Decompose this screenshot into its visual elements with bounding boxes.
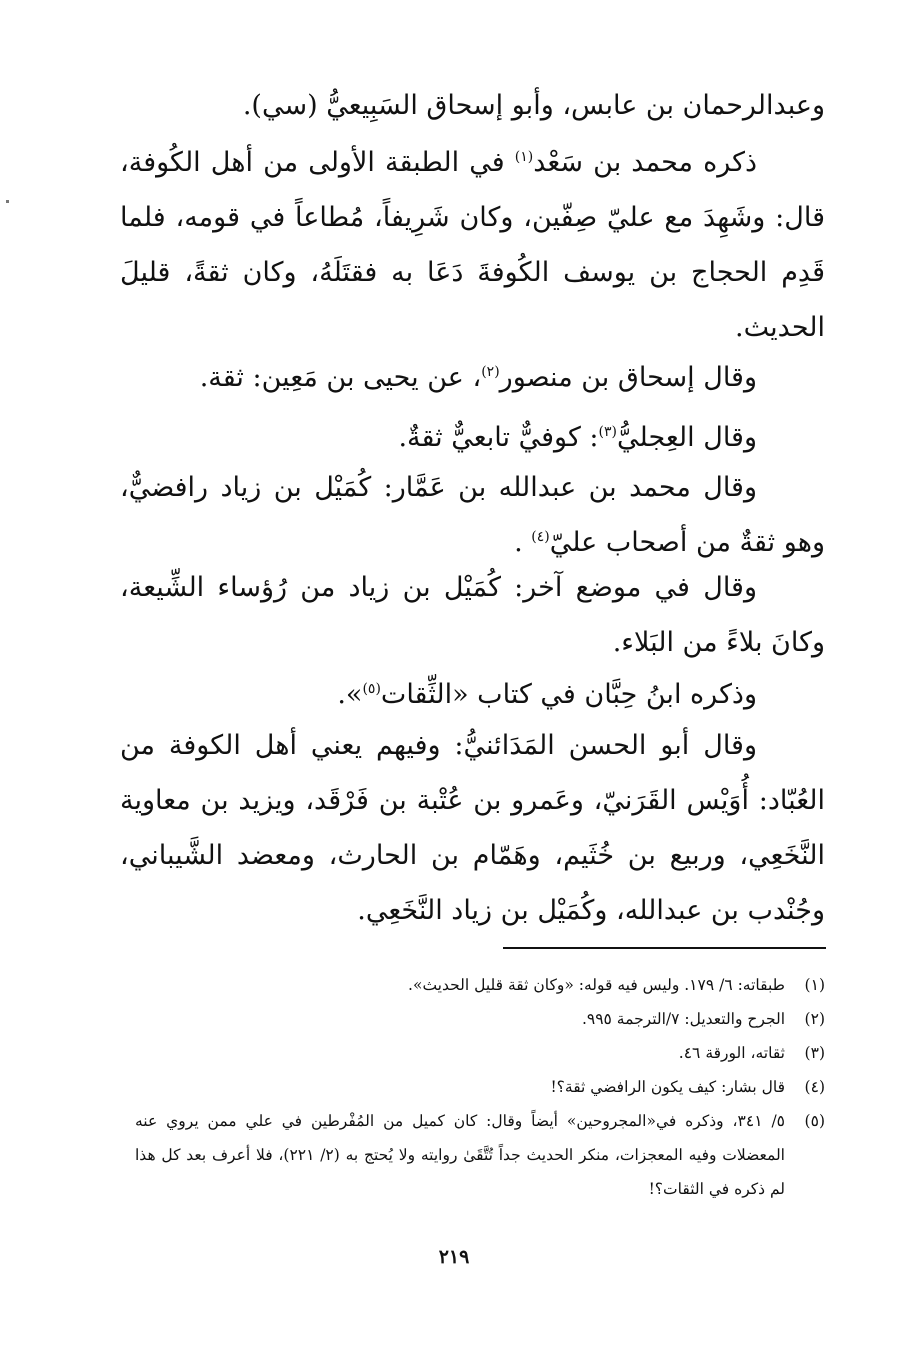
paragraph-1: وعبدالرحمان بن عابس، وأبو إسحاق السَبِيعيُّ (سي). — [242, 90, 825, 121]
footnote-ref-5[interactable]: (٥) — [362, 681, 381, 697]
main-text-block-7 — [120, 667, 825, 722]
paragraph-6: وقال في موضع آخر: كُمَيْل بن زياد من رُؤساء الشِّيعة، وكانَ بلاءً من البَلاء. — [120, 572, 825, 658]
footnote-5 — [135, 1104, 825, 1206]
paragraph-5-text-a: وقال محمد بن عبدالله بن عَمَّار: كُمَيْل بن زياد رافضيٌّ، وهو ثقةٌ من أصحاب عليّ — [120, 472, 825, 558]
paragraph-4-text-b: : كوفيٌّ تابعيٌّ ثقةٌ. — [398, 422, 599, 453]
paragraph-7 — [120, 667, 825, 722]
paragraph-4-text-a: وقال العِجليُّ — [617, 422, 757, 453]
main-text-block-4 — [120, 410, 825, 465]
paragraph-3-text-b: ، عن يحيى بن مَعِين: ثقة. — [199, 362, 482, 393]
paragraph-3-text-a: وقال إسحاق بن منصور — [499, 362, 757, 393]
paragraph-2-text-a: ذكره محمد بن سَعْد — [533, 147, 758, 178]
footnote-ref-4[interactable]: (٤) — [531, 529, 550, 545]
paragraph-7-text-b: ». — [337, 679, 363, 710]
footnote-number: (٣) — [804, 1044, 825, 1062]
footnote-1 — [135, 968, 825, 1002]
footnotes — [135, 968, 825, 1206]
footnote-4 — [135, 1070, 825, 1104]
main-text-block-8 — [120, 718, 825, 938]
footnote-ref-2[interactable]: (٢) — [481, 364, 500, 380]
footnote-text: طبقاته: ٦/ ١٧٩. وليس فيه قوله: «وكان ثقة قليل الحديث». — [408, 976, 785, 994]
paragraph-3 — [120, 350, 825, 405]
main-text-block-6 — [120, 560, 825, 670]
footnote-ref-1[interactable]: (١) — [514, 149, 534, 165]
footnote-number: (٤) — [804, 1078, 825, 1096]
paragraph-5-text-b: . — [514, 527, 532, 558]
footnote-number: (٥) — [804, 1112, 825, 1130]
footnote-text: الجرح والتعديل: ٧/الترجمة ٩٩٥. — [581, 1010, 785, 1028]
paragraph-7-text-a: وذكره ابنُ حِبَّان في كتاب «الثِّقات — [380, 679, 757, 710]
main-text-block-3 — [120, 350, 825, 405]
main-text-block-2 — [120, 135, 825, 355]
scan-speck — [6, 200, 9, 203]
paragraph-8: وقال أبو الحسن المَدَائنيُّ: وفيهم يعني أهل الكوفة من العُبّاد: أُوَيْس القَرَنيّ، وعَمرو بن عُتْبة بن فَرْقَد، ويزيد بن معاوية النَّخَعِي، وربيع بن خُثَيم، وهَمّام بن الحارث، ومعضد الشَّيباني، وجُنْدب بن عبدالله، وكُمَيْل بن زياد النَّخَعِي. — [120, 730, 825, 926]
footnote-2 — [135, 1002, 825, 1036]
footnote-text: قال بشار: كيف يكون الرافضي ثقة؟! — [550, 1078, 785, 1096]
footnote-number: (١) — [804, 976, 825, 994]
paragraph-5 — [120, 460, 825, 570]
footnote-ref-3[interactable]: (٣) — [598, 424, 617, 440]
footnote-separator — [503, 947, 826, 949]
footnote-text: ثقاته، الورقة ٤٦. — [678, 1044, 785, 1062]
main-text-block — [120, 78, 825, 133]
footnote-number: (٢) — [804, 1010, 825, 1028]
footnote-3 — [135, 1036, 825, 1070]
paragraph-4 — [120, 410, 825, 465]
main-text-block-5 — [120, 460, 825, 570]
page-number: ٢١٩ — [438, 1246, 470, 1268]
footnote-text: ٥/ ٣٤١، وذكره في«المجروحين» أيضاً وقال: كان كميل من المُفْرطين في علي ممن يروي عنه المعضلات وفيه المعجزات، منكر الحديث جداً تُتَّقَىٰ روايته ولا يُحتج به (٢/ ٢٢١)، فلا أعرف بعد كل هذا لم ذكره في الثقات؟! — [135, 1112, 785, 1198]
paragraph-2-text-b: في الطبقة الأولى من أهل الكُوفة، قال: وشَهِدَ مع عليّ صِفّين، وكان شَرِيفاً، مُطاعاً في قومه، فلما قَدِم الحجاج بن يوسف الكُوفةَ دَعَا به فقتَلَهُ، وكان ثقةً، قليلَ الحديث. — [120, 147, 825, 343]
paragraph-2 — [120, 135, 825, 355]
